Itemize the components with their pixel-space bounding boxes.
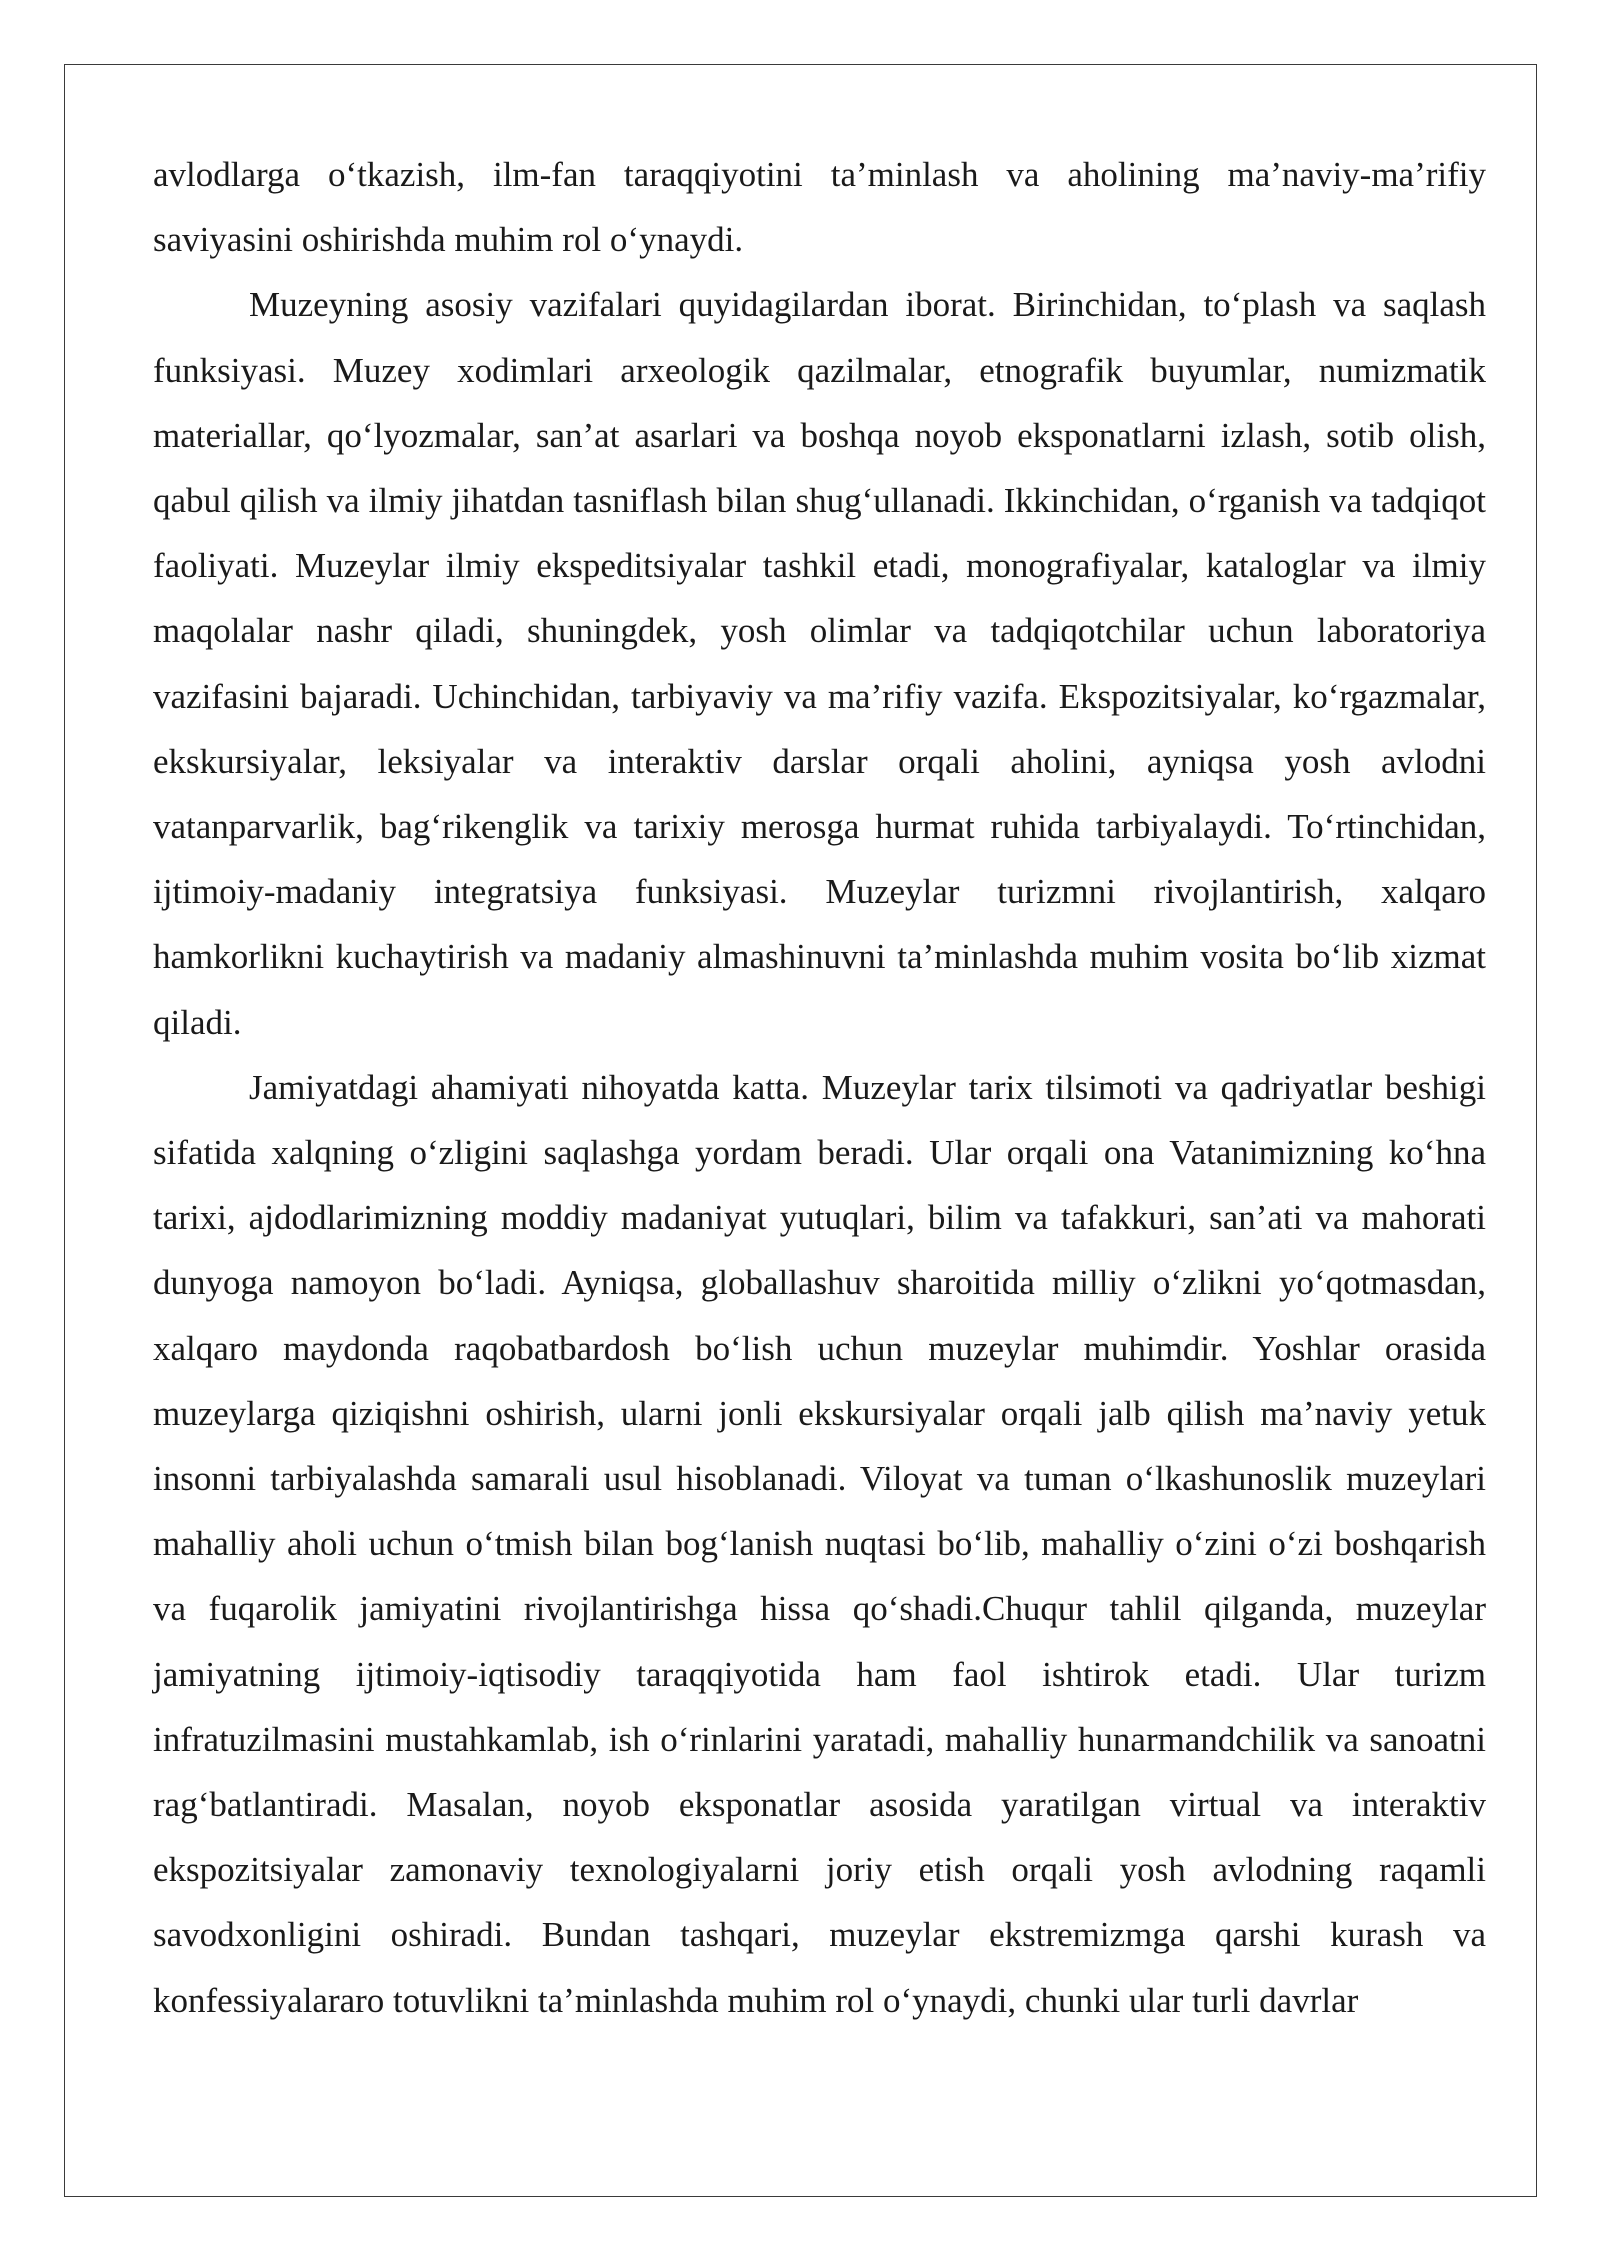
paragraph-continuation: avlodlarga o‘tkazish, ilm-fan taraqqiyotini ta’minlash va aholining ma’naviy-ma’rifiy saviyasini oshirishda muhim rol o‘ynaydi. (153, 155, 1486, 260)
paragraph-social-significance: Jamiyatdagi ahamiyati nihoyatda katta. Muzeylar tarix tilsimoti va qadriyatlar beshigi sifatida xalqning o‘zligini saqlashga yordam beradi. Ular orqali ona Vatanimizning ko‘hna tarixi, ajdodlarimizning moddiy madaniyat yutuqlari, bilim va tafakkuri, san’ati va mahorati dunyoga namoyon bo‘ladi. Ayniqsa, globallashuv sharoitida milliy o‘zlikni yo‘qotmasdan, xalqaro maydonda raqobatbardosh bo‘lish uchun muzeylar muhimdir. Yoshlar orasida muzeylarga qiziqishni oshirish, ularni jonli ekskursiyalar orqali jalb qilish ma’naviy yetuk insonni tarbiyalashda samarali usul hisoblanadi. Viloyat va tuman o‘lkashunoslik muzeylari mahalliy aholi uchun o‘tmish bilan bog‘lanish nuqtasi bo‘lib, mahalliy o‘zini o‘zi boshqarish va fuqarolik jamiyatini rivojlantirishga hissa qo‘shadi.Chuqur tahlil qilganda, muzeylar jamiyatning ijtimoiy-iqtisodiy taraqqiyotida ham faol ishtirok etadi. Ular turizm infratuzilmasini mustahkamlab, ish o‘rinlarini yaratadi, mahalliy hunarmandchilik va sanoatni rag‘batlantiradi. Masalan, noyob eksponatlar asosida yaratilgan virtual va interaktiv ekspozitsiyalar zamonaviy texnologiyalarni joriy etish orqali yosh avlodning raqamli savodxonligini oshiradi. Bundan tashqari, muzeylar ekstremizmga qarshi kurash va konfessiyalararo totuvlikni ta’minlashda muhim rol o‘ynaydi, chunki ular turli davrlar (153, 1067, 1486, 2020)
document-body (153, 142, 1486, 2033)
paragraph-museum-functions: Muzeyning asosiy vazifalari quyidagilardan iborat. Birinchidan, to‘plash va saqlash funksiyasi. Muzey xodimlari arxeologik qazilmalar, etnografik buyumlar, numizmatik materiallar, qo‘lyozmalar, san’at asarlari va boshqa noyob eksponatlarni izlash, sotib olish, qabul qilish va ilmiy jihatdan tasniflash bilan shug‘ullanadi. Ikkinchidan, o‘rganish va tadqiqot faoliyati. Muzeylar ilmiy ekspeditsiyalar tashkil etadi, monografiyalar, kataloglar va ilmiy maqolalar nashr qiladi, shuningdek, yosh olimlar va tadqiqotchilar uchun laboratoriya vazifasini bajaradi. Uchinchidan, tarbiyaviy va ma’rifiy vazifa. Ekspozitsiyalar, ko‘rgazmalar, ekskursiyalar, leksiyalar va interaktiv darslar orqali aholini, ayniqsa yosh avlodni vatanparvarlik, bag‘rikenglik va tarixiy merosga hurmat ruhida tarbiyalaydi. To‘rtinchidan, ijtimoiy-madaniy integratsiya funksiyasi. Muzeylar turizmni rivojlantirish, xalqaro hamkorlikni kuchaytirish va madaniy almashinuvni ta’minlashda muhim vosita bo‘lib xizmat qiladi. (153, 285, 1486, 1042)
